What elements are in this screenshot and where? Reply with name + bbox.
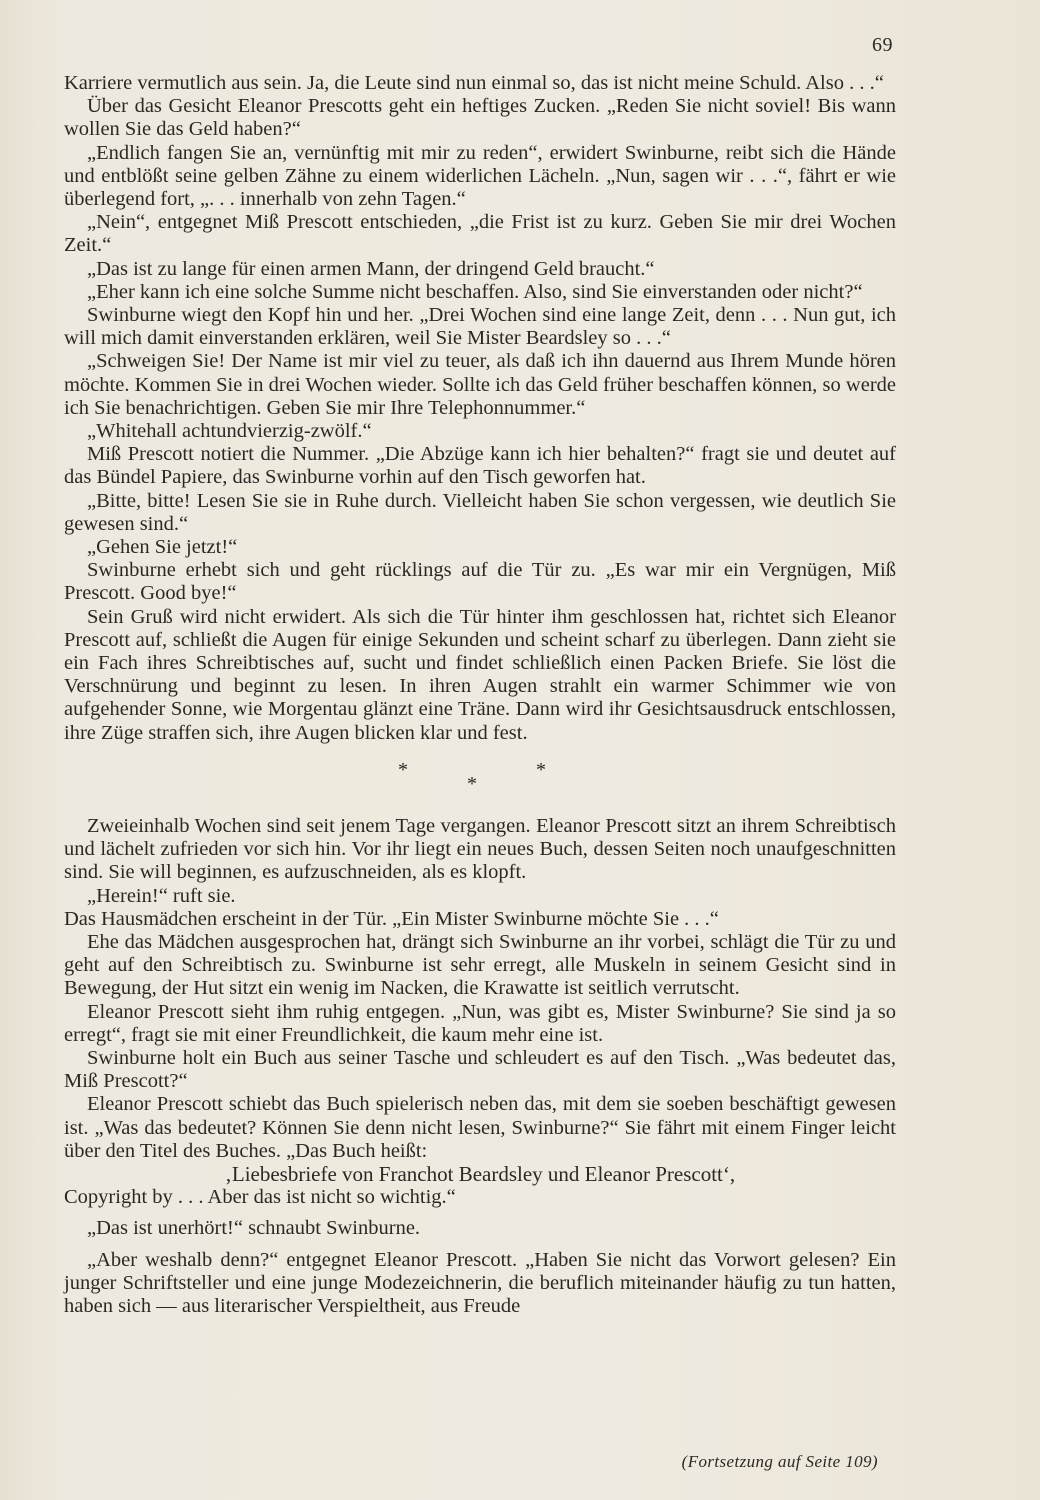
paragraph: „Aber weshalb denn?“ entgegnet Eleanor Prescott. „Haben Sie nicht das Vorwort gelesen? Ein junger Schriftsteller und eine junge Modezeichnerin, die beruflich miteinander häufig zu tun hatten, haben sich — aus literarischer Verspieltheit, aus Freude [64, 1248, 896, 1317]
paragraph: „Herein!“ ruft sie. [87, 884, 236, 907]
divider-star: * [398, 758, 408, 781]
paragraph: „Endlich fangen Sie an, vernünftig mit mir zu reden“, erwidert Swinburne, reibt sich die Hände und entblößt seine gelben Zähne zu einem widerlichen Lächeln. „Nun, sagen wir . . .“, fährt er wie überlegend fort, „. . . innerhalb von zehn Tagen.“ [64, 141, 896, 211]
copyright-line: Copyright by . . . Aber das ist nicht so wichtig.“ [64, 1186, 456, 1209]
paragraph: Sein Gruß wird nicht erwidert. Als sich die Tür hinter ihm geschlossen hat, richtet sich Eleanor Prescott auf, schließt die Augen für einige Sekunden und scheint scharf zu überlegen. Dann zieht sie ein Fach ihres Schreibtisches auf, sucht und findet schließlich einen Packen Briefe. Sie löst die Verschnürung und beginnt zu lesen. In ihren Augen strahlt ein warmer Schimmer wie von aufgehender Sonne, wie Morgentau glänzt eine Träne. Dann wird ihr Gesichtsausdruck entschlossen, ihre Züge straffen sich, ihre Augen blicken klar und fest. [64, 605, 896, 744]
paragraph: „Das ist zu lange für einen armen Mann, der dringend Geld braucht.“ [87, 257, 655, 280]
paragraph: Eleanor Prescott sieht ihm ruhig entgegen. „Nun, was gibt es, Mister Swinburne? Sie sind ja so erregt“, fragt sie mit einer Freundlichkeit, die kaum mehr eine ist. [64, 1000, 896, 1046]
divider-star: * [467, 772, 477, 795]
section-divider [64, 749, 896, 815]
paragraph: „Whitehall achtundvierzig-zwölf.“ [87, 420, 372, 443]
paragraph: „Das ist unerhört!“ schnaubt Swinburne. [87, 1217, 421, 1240]
book-title-quote: ‚Liebesbriefe von Franchot Beardsley und Eleanor Prescott‘, [224, 1161, 736, 1186]
paragraph: Miß Prescott notiert die Nummer. „Die Abzüge kann ich hier behalten?“ fragt sie und deutet auf das Bündel Papiere, das Swinburne vorhin auf den Tisch geworfen hat. [64, 443, 896, 489]
story-text [64, 72, 896, 1318]
paragraph: Swinburne holt ein Buch aus seiner Tasche und schleudert es auf den Tisch. „Was bedeutet das, Miß Prescott?“ [64, 1046, 896, 1093]
paragraph: Swinburne erhebt sich und geht rücklings auf die Tür zu. „Es war mir ein Vergnügen, Miß Prescott. Good bye!“ [64, 559, 896, 605]
continuation-note: (Fortsetzung auf Seite 109) [681, 1452, 878, 1471]
paragraph: Das Hausmädchen erscheint in der Tür. „Ein Mister Swinburne möchte Sie . . .“ [64, 907, 719, 930]
paragraph: „Eher kann ich eine solche Summe nicht beschaffen. Also, sind Sie einverstanden oder nicht?“ [87, 280, 863, 303]
paragraph: Swinburne wiegt den Kopf hin und her. „Drei Wochen sind eine lange Zeit, denn . . . Nun gut, ich will mich damit einverstanden erklären, weil Sie Mister Beardsley so . . .“ [64, 304, 896, 350]
divider-star: * [536, 758, 546, 781]
paragraph: „Bitte, bitte! Lesen Sie sie in Ruhe durch. Vielleicht haben Sie schon vergessen, wie deutlich Sie gewesen sind.“ [64, 489, 896, 535]
paragraph: Karriere vermutlich aus sein. Ja, die Leute sind nun einmal so, das ist nicht meine Schuld. Also . . .“ [64, 72, 884, 94]
paragraph: „Nein“, entgegnet Miß Prescott entschieden, „die Frist ist zu kurz. Geben Sie mir drei Wochen Zeit.“ [64, 211, 896, 257]
second-section [64, 815, 896, 1318]
paragraph: „Schweigen Sie! Der Name ist mir viel zu teuer, als daß ich ihn dauernd aus Ihrem Munde hören möchte. Kommen Sie in drei Wochen wieder. Sollte ich das Geld früher beschaffen können, so werde ich Sie benachrichtigen. Geben Sie mir Ihre Telephonnummer.“ [64, 350, 896, 419]
paragraph: Über das Gesicht Eleanor Prescotts geht ein heftiges Zucken. „Reden Sie nicht soviel! Bis wann wollen Sie das Geld haben?“ [64, 95, 896, 141]
paragraph: „Gehen Sie jetzt!“ [87, 536, 238, 559]
page-number: 69 [872, 34, 893, 56]
paragraph: Eleanor Prescott schiebt das Buch spielerisch neben das, mit dem sie soeben beschäftigt gewesen ist. „Was das bedeutet? Können Sie denn nicht lesen, Swinburne?“ Sie fährt mit einem Finger leicht über den Titel des Buches. „Das Buch heißt: [64, 1093, 896, 1162]
paragraph: Ehe das Mädchen ausgesprochen hat, drängt sich Swinburne an ihr vorbei, schlägt die Tür zu und geht auf den Schreibtisch zu. Swinburne ist sehr erregt, alle Muskeln in seinem Gesicht sind in Bewegung, der Hut sitzt ein wenig im Nacken, die Krawatte ist seitlich verrutscht. [64, 930, 896, 1000]
paragraph: Zweieinhalb Wochen sind seit jenem Tage vergangen. Eleanor Prescott sitzt an ihrem Schreibtisch und lächelt zufrieden vor sich hin. Vor ihr liegt ein neues Buch, dessen Seiten noch unaufgeschnitten sind. Sie will beginnen, es aufzuschneiden, als es klopft. [64, 814, 896, 884]
